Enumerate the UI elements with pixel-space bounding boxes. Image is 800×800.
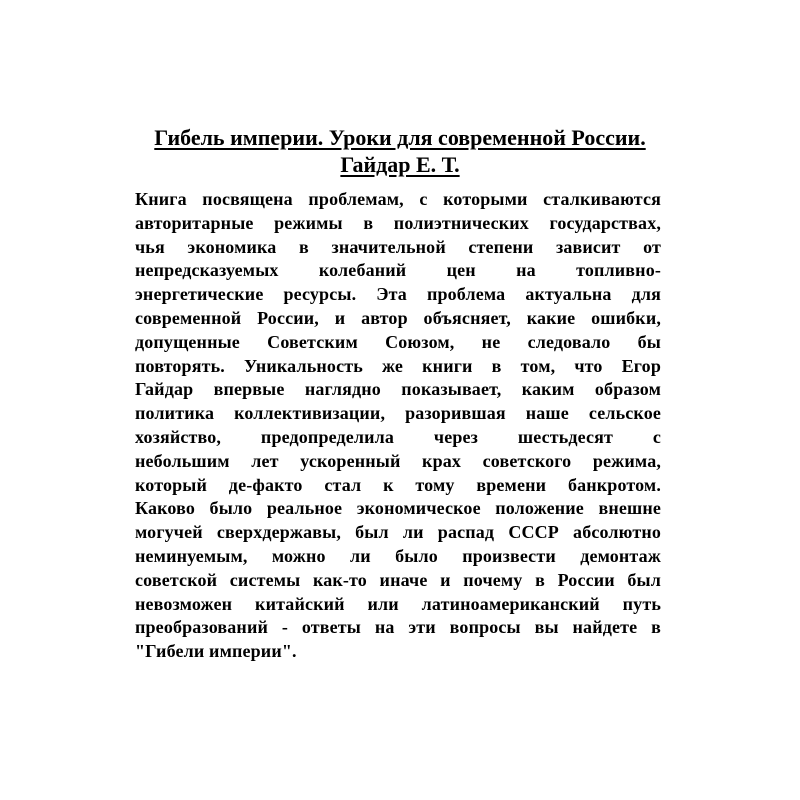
- book-title-block: [0, 124, 800, 178]
- description-line: чья экономика в значительной степени зависит от: [135, 236, 661, 257]
- book-author: Гайдар Е. Т.: [340, 152, 460, 177]
- description-line: Каково было реальное экономическое положение внешне: [135, 498, 661, 519]
- description-line: который де-факто стал к тому времени банкротом.: [135, 474, 661, 495]
- description-line: хозяйство, предопределила через шестьдесят с: [135, 426, 661, 447]
- description-line: преобразований - ответы на эти вопросы вы найдете в: [135, 617, 661, 638]
- description-line: современной России, и автор объясняет, какие ошибки,: [135, 307, 661, 328]
- description-line: могучей сверхдержавы, был ли распад СССР абсолютно: [135, 522, 661, 543]
- description-line: повторять. Уникальность же книги в том, что Егор: [135, 355, 661, 376]
- book-description: [135, 188, 661, 664]
- description-line: Книга посвящена проблемам, с которыми сталкиваются: [135, 189, 661, 209]
- description-line: неминуемым, можно ли было произвести демонтаж: [135, 545, 661, 566]
- book-title: Гибель империи. Уроки для современной России.: [154, 125, 646, 150]
- description-line: Гайдар впервые наглядно показывает, каким образом: [135, 379, 661, 400]
- description-line: непредсказуемых колебаний цен на топливно-: [135, 260, 661, 281]
- description-line: политика коллективизации, разорившая наше сельское: [135, 403, 661, 424]
- description-line: "Гибели империи".: [135, 641, 297, 662]
- description-line: советской системы как-то иначе и почему в России был: [135, 569, 661, 590]
- description-line: авторитарные режимы в полиэтнических государствах,: [135, 212, 661, 233]
- description-line: небольшим лет ускоренный крах советского режима,: [135, 450, 661, 471]
- description-line: энергетические ресурсы. Эта проблема актуальна для: [135, 284, 661, 305]
- description-line: допущенные Советским Союзом, не следовало бы: [135, 331, 661, 352]
- description-line: невозможен китайский или латиноамериканский путь: [135, 593, 661, 614]
